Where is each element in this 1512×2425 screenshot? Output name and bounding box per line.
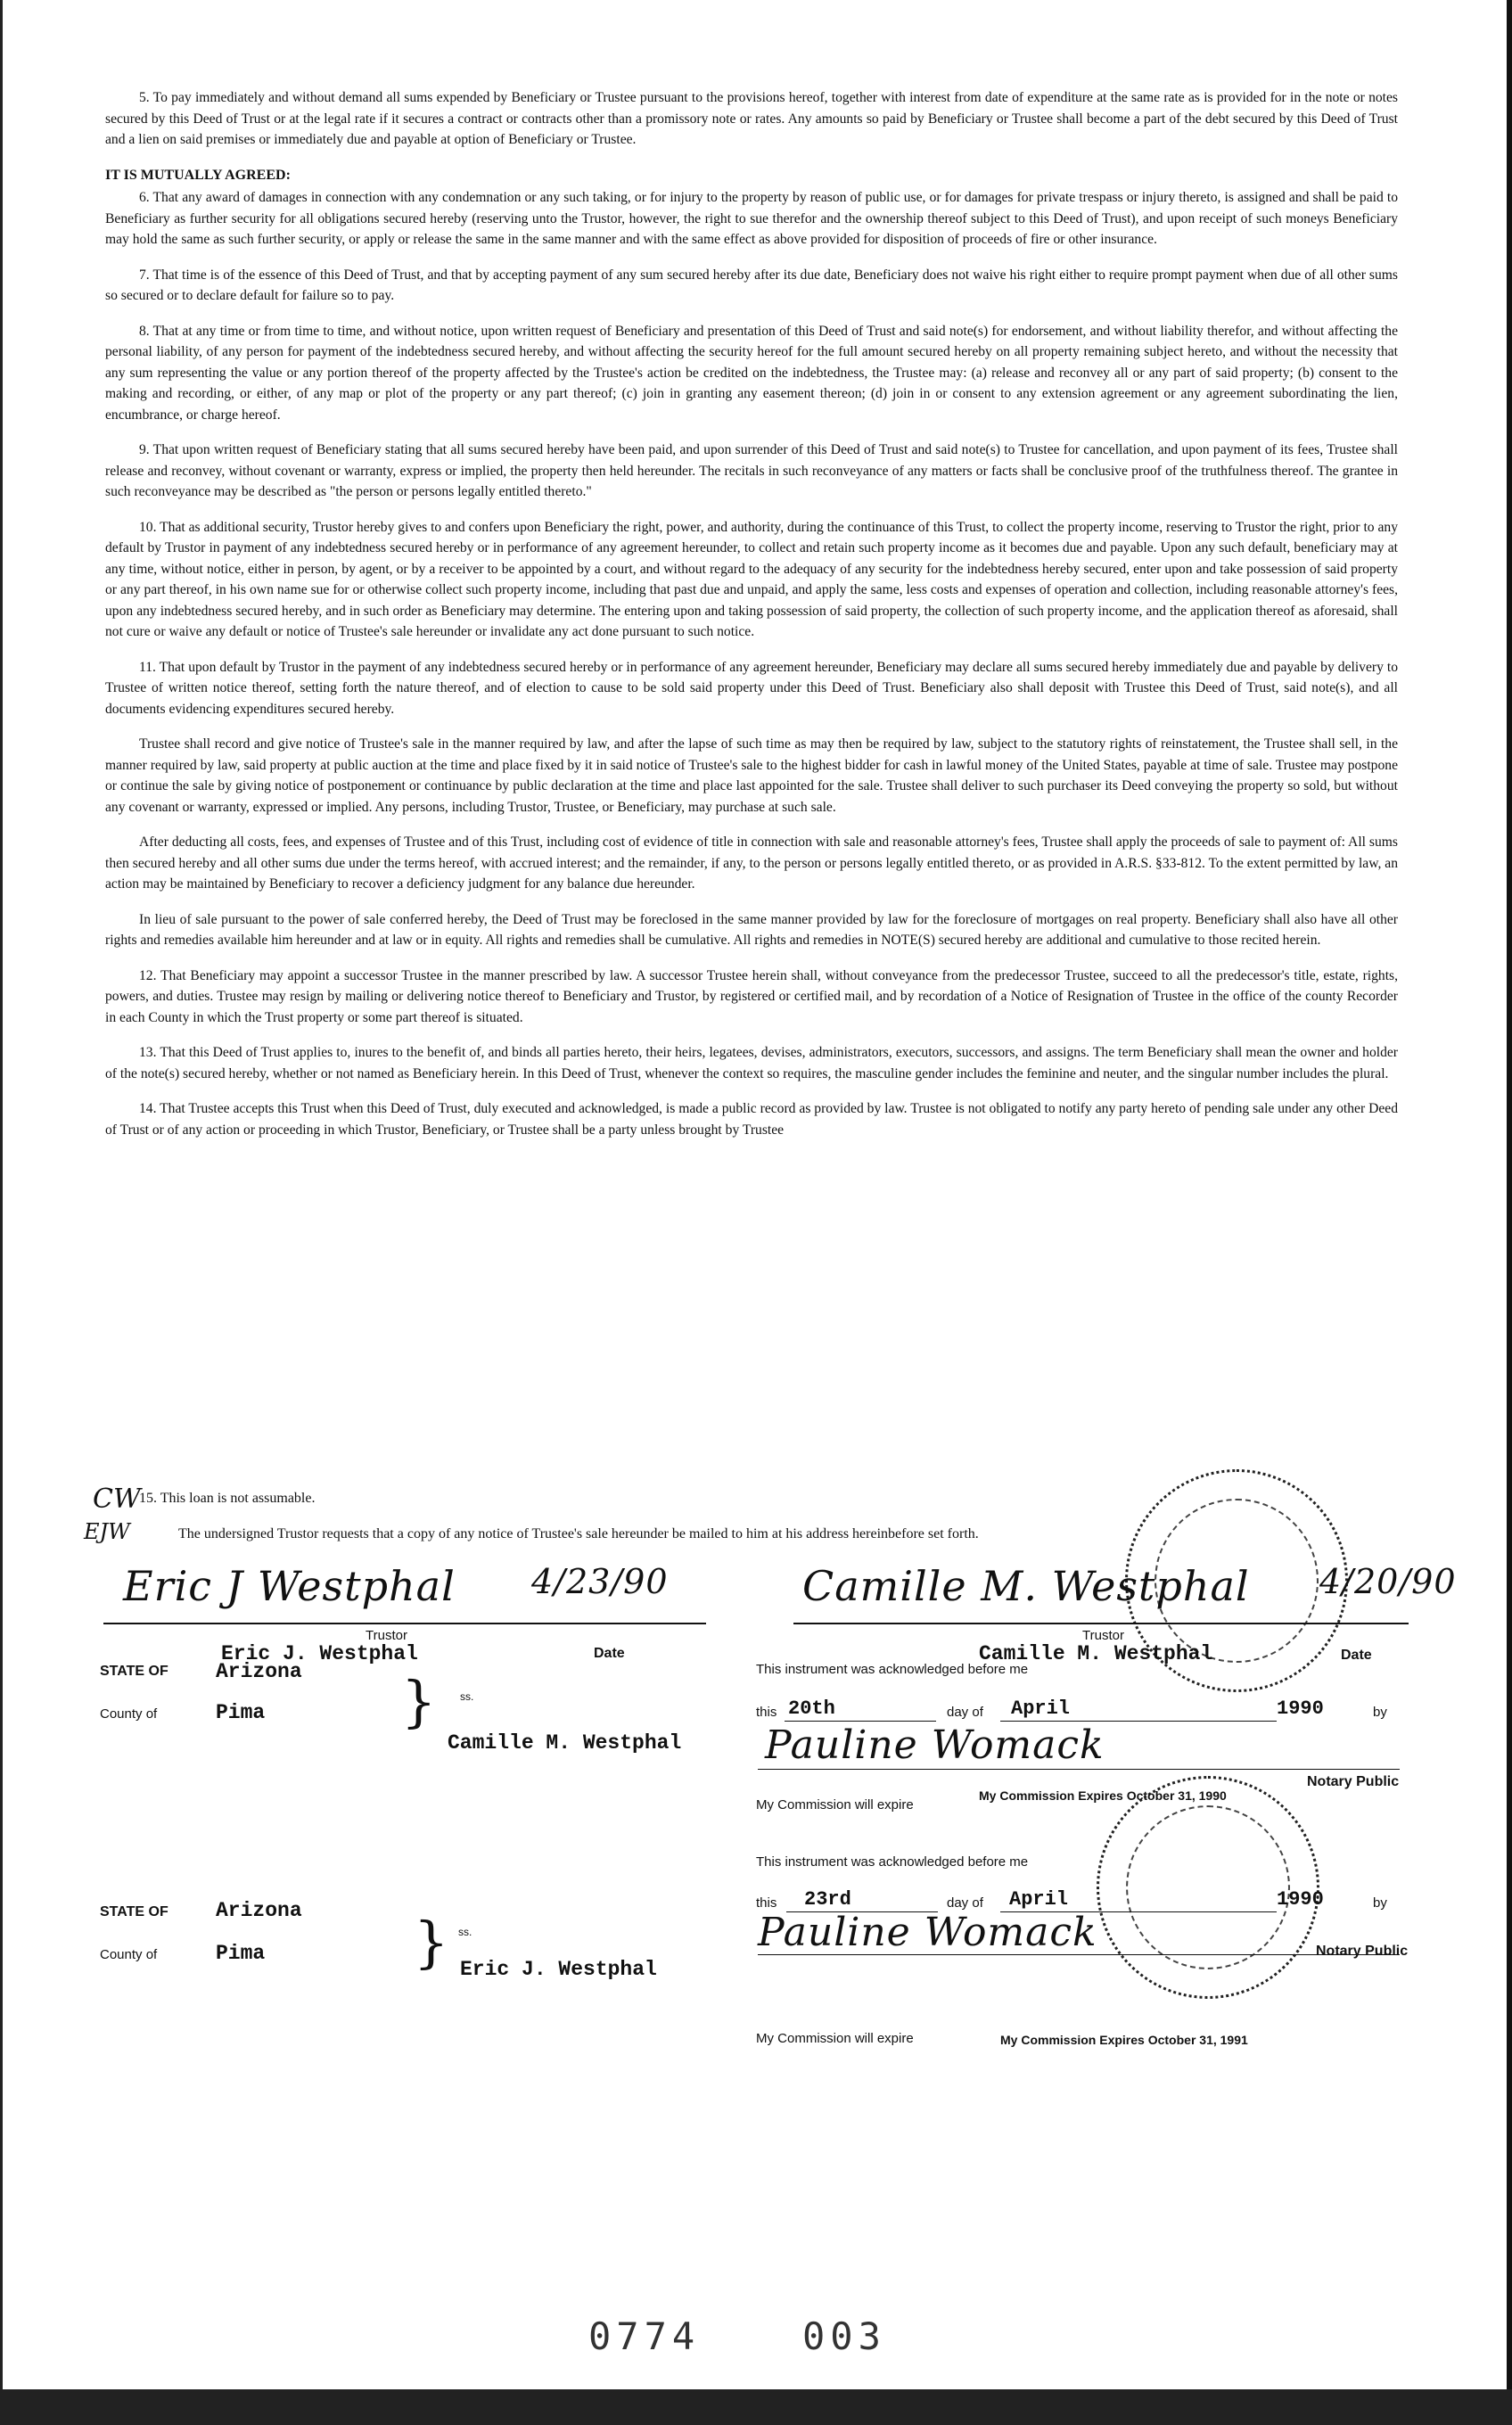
ack1-day: 20th	[788, 1698, 835, 1720]
paragraph-10: 10. That as additional security, Trustor hereby gives to and confers upon Beneficiary the right, power, and authority, during the continuance of this Trust, to collect the property income, reserving to Trustor the right, prior to any default by Trustor in payment of any indebtedness secured hereby or in performance of any agreement hereunder, to collect and retain such property income as it becomes due and payable. Upon any such default, beneficiary may at any time, without notice, either in person, by agent, or by a receiver to be appointed by a court, and without regard to the adequacy of any security for the indebtedness hereby secured, enter upon and take possession of said property or any part thereof, in his own name sue for or otherwise collect such property income, including that past due and unpaid, and apply the same, less costs and expenses of operation and collection, including reasonable attorney's fees, upon any indebtedness secured hereby, and in such order as Beneficiary may determine. The entering upon and taking possession of said property, the collection of such property income, and the application thereof as aforesaid, shall not cure or waive any default or notice of Trustee's sale hereunder or invalidate any act done pursuant to such notice.	[105, 519, 1398, 639]
paragraph-11-proceeds: After deducting all costs, fees, and expenses of Trustee and of this Trust, including cost of evidence of title in connection with sale and reasonable attorney's fees, Trustee shall apply the proceeds of sale to payment of: All sums then secured hereby and all other sums due under the terms hereof, with accrued interest; and the remainder, if any, to the person or persons legally entitled thereto, or as provided in A.R.S. §33-812. To the extent permitted by law, an action may be maintained by Beneficiary to recover a deficiency judgment for any balance due hereunder.	[105, 834, 1398, 892]
ack1-notary-line	[758, 1769, 1400, 1770]
ack2-notary-label: Notary Public	[1316, 1944, 1409, 1959]
ack1-ss: ss.	[460, 1690, 474, 1703]
ack1-this-label: this	[756, 1705, 777, 1720]
paragraph-5: 5. To pay immediately and without demand all sums expended by Beneficiary or Trustee pursuant to the provisions hereof, together with interest from date of expenditure at the same rate as is provided for in the note or notes secured by this Deed of Trust or at the legal rate if it secures a contract or contracts other than a promissory note or rates. Any amounts so paid by Beneficiary or Trustee shall become a part of the debt secured by this Deed of Trust and a lien on said premises or immediately due and payable at option of Beneficiary or Trustee.	[105, 90, 1398, 147]
date-label-right: Date	[1341, 1648, 1372, 1663]
ack2-commission-label: My Commission will expire	[756, 2031, 914, 2046]
item-15-not-assumable: 15. This loan is not assumable.	[139, 1491, 316, 1506]
ack1-commission-label: My Commission will expire	[756, 1797, 914, 1813]
ack2-person-name: Eric J. Westphal	[460, 1958, 657, 1981]
scan-edge-left	[0, 0, 3, 2425]
ack1-day-of-label: day of	[947, 1705, 983, 1720]
initials-handwritten-2: EJW	[84, 1519, 130, 1544]
ack1-brace: }	[401, 1669, 437, 1734]
ack1-county-label: County of	[100, 1706, 158, 1722]
paragraph-6: 6. That any award of damages in connection with any condemnation or any such taking, or for injury to the property by reason of public use, or for damages for private trespass or injury thereto, is assigned and shall be paid to Beneficiary as further security for all obligations secured hereby (reserving unto the Trustor, however, the right to sue therefor and the ownership thereof subject to this Deed of Trust), and upon receipt of such moneys Beneficiary may hold the same as such further security, or apply or release the same in the same manner and with the same effect as above provided for disposition of proceeds of fire or other insurance.	[105, 190, 1398, 247]
ack2-day: 23rd	[804, 1888, 851, 1911]
ack2-county-label: County of	[100, 1947, 158, 1962]
scan-edge-bottom	[0, 2389, 1512, 2425]
ack2-ss: ss.	[458, 1926, 472, 1938]
mutually-agreed-heading: IT IS MUTUALLY AGREED:	[105, 167, 291, 183]
footer-docket-number: 0774	[588, 2314, 701, 2358]
trustor-typed-name-eric: Eric J. Westphal	[221, 1642, 418, 1665]
paragraph-12: 12. That Beneficiary may appoint a successor Trustee in the manner prescribed by law. A successor Trustee herein shall, without conveyance from the predecessor Trustee, succeed to all the predecessor's title, estate, rights, powers, and duties. Trustee may resign by mailing or delivering notice thereof to Beneficiary and Trustor, by registered or certified mail, and by recordation of a Notice of Resignation of Trustee in the office of the county Recorder in each County in which the Trust property or some part thereof is situated.	[105, 967, 1398, 1025]
ack2-commission-stamp: My Commission Expires October 31, 1991	[1000, 2033, 1248, 2047]
ack1-day-line	[785, 1721, 936, 1722]
ack1-state-label: STATE OF	[100, 1664, 168, 1679]
request-notice-line: The undersigned Trustor requests that a copy of any notice of Trustee's sale hereunder be mailed to him at his address hereinbefore set forth.	[178, 1526, 979, 1541]
ack2-notary-signature: Pauline Womack	[758, 1910, 1097, 1955]
deed-terms-text	[105, 87, 1398, 1155]
ack2-state-label: STATE OF	[100, 1904, 168, 1919]
paragraph-11-sale: Trustee shall record and give notice of Trustee's sale in the manner required by law, and after the lapse of such time as may then be required by law, subject to the statutory rights of reinstatement, the Trustee shall sell, in the manner required by law, said property at public auction at the time and place fixed by it in said notice of Trustee's sale to the highest bidder for cash in lawful money of the United States, payable at time of sale. Trustee may postpone or continue the sale by giving notice of postponement or continuance by public declaration at the time and place last appointed for the sale. Trustee shall deliver to such purchaser its Deed conveying the property so sold, but without any covenant or warranty, expressed or implied. Any persons, including Trustor, Trustee, or Beneficiary, may purchase at such sale.	[105, 736, 1398, 815]
ack1-state-value: Arizona	[216, 1660, 302, 1683]
ack2-brace: }	[414, 1910, 449, 1975]
scan-edge-right	[1507, 0, 1512, 2425]
paragraph-11-foreclosure: In lieu of sale pursuant to the power of sale conferred hereby, the Deed of Trust may be foreclosed in the same manner provided by law for the foreclosure of mortgages on real property. Beneficiary shall also have all other rights and remedies available him hereunder and at law or in equity. All rights and remedies shall be cumulative. All rights and remedies in NOTE(S) secured hereby are additional and cumulative to those recited herein.	[105, 911, 1398, 948]
signature-line-left	[103, 1623, 706, 1624]
ack2-this-label: this	[756, 1895, 777, 1911]
date-label-left: Date	[594, 1646, 625, 1661]
ack1-by-label: by	[1373, 1705, 1387, 1720]
signature-line-right	[793, 1623, 1409, 1624]
trustor-sign-date-eric: 4/23/90	[531, 1562, 669, 1601]
trustor-signature-eric: Eric J Westphal	[123, 1562, 456, 1610]
paragraph-13: 13. That this Deed of Trust applies to, inures to the benefit of, and binds all parties hereto, their heirs, legatees, devises, administrators, executors, successors, and assigns. The term Beneficiary shall mean the owner and holder of the note(s) secured hereby, whether or not named as Beneficiary herein. In this Deed of Trust, whenever the context so requires, the masculine gender includes the feminine and neuter, and the singular number includes the plural.	[105, 1045, 1398, 1081]
footer-page-number: 003	[802, 2314, 886, 2358]
trustor-signature-camille: Camille M. Westphal	[802, 1562, 1250, 1610]
trustor-label-right: Trustor	[1082, 1628, 1124, 1643]
ack1-notary-label: Notary Public	[1307, 1774, 1400, 1789]
ack1-notary-signature: Pauline Womack	[765, 1722, 1105, 1768]
trustor-typed-name-camille: Camille M. Westphal	[979, 1642, 1213, 1665]
paragraph-9: 9. That upon written request of Beneficiary stating that all sums secured hereby have been paid, and upon surrender of this Deed of Trust and said note(s) to Trustee for cancellation, and upon payment of its fees, Trustee shall release and reconvey, without covenant or warranty, express or implied, the property then held hereunder. The recitals in such reconveyance of any matters or facts shall be conclusive proof of the truthfulness thereof. The grantee in such reconveyance may be described as "the person or persons legally entitled thereto."	[105, 442, 1398, 499]
paragraph-11: 11. That upon default by Trustor in the payment of any indebtedness secured hereby or in performance of any agreement hereunder, Beneficiary may declare all sums secured hereby immediately due and payable by delivery to Trustee of written notice thereof, setting forth the nature thereof, and of election to cause to be sold said property under this Deed of Trust. Beneficiary also shall deposit with Trustee this Deed of Trust, said note(s), and all documents evidencing expenditures secured hereby.	[105, 659, 1398, 717]
ack2-state-value: Arizona	[216, 1899, 302, 1922]
ack1-person-name: Camille M. Westphal	[448, 1731, 682, 1755]
notary-seal-2	[1097, 1776, 1319, 1999]
ack2-text: This instrument was acknowledged before me	[756, 1854, 1029, 1870]
ack2-year: 1990	[1277, 1888, 1324, 1911]
ack1-year: 1990	[1277, 1698, 1324, 1720]
ack1-text: This instrument was acknowledged before me	[756, 1662, 1029, 1677]
paragraph-7: 7. That time is of the essence of this Deed of Trust, and that by accepting payment of any sum secured hereby after its due date, Beneficiary does not waive his right either to require prompt payment when due of all other sums so secured or to declare default for failure so to pay.	[105, 267, 1398, 303]
ack2-by-label: by	[1373, 1895, 1387, 1911]
paragraph-14: 14. That Trustee accepts this Trust when this Deed of Trust, duly executed and acknowledged, is made a public record as provided by law. Trustee is not obligated to notify any party hereto of pending sale under any other Deed of Trust or of any action or proceeding in which Trustor, Beneficiary, or Trustee shall be a party unless brought by Trustee	[105, 1101, 1398, 1138]
ack2-county-value: Pima	[216, 1942, 266, 1965]
ack1-county-value: Pima	[216, 1701, 266, 1724]
ack2-notary-line	[758, 1954, 1400, 1955]
ack2-month: April	[1009, 1888, 1069, 1911]
ack1-commission-stamp: My Commission Expires October 31, 1990	[979, 1788, 1227, 1803]
ack1-month: April	[1011, 1698, 1071, 1720]
paragraph-8: 8. That at any time or from time to time, and without notice, upon written request of Beneficiary and presentation of this Deed of Trust and said note(s) for endorsement, and without liability therefor, and without affecting the personal liability, of any person for payment of the indebtedness secured hereby, and without affecting the security hereof for the full amount secured hereby on all property remaining subject hereto, and without the necessity that any sum representing the value or any portion thereof of the property affected by the Trustee's action be credited on the indebtedness, the Trustee may: (a) release and reconvey all or any part of said property; (b) consent to the making and recording, or either, of any map or plot of the property or any part thereof; (c) join in granting any easement thereon; (d) join in or consent to any extension agreement or any agreement subordinating the lien, encumbrance, or charge hereof.	[105, 323, 1398, 423]
trustor-label-left: Trustor	[366, 1628, 407, 1643]
initials-handwritten: CW	[93, 1484, 141, 1515]
trustor-sign-date-camille: 4/20/90	[1319, 1562, 1457, 1601]
ack2-day-of-label: day of	[947, 1895, 983, 1911]
ack1-month-line	[1000, 1721, 1277, 1722]
